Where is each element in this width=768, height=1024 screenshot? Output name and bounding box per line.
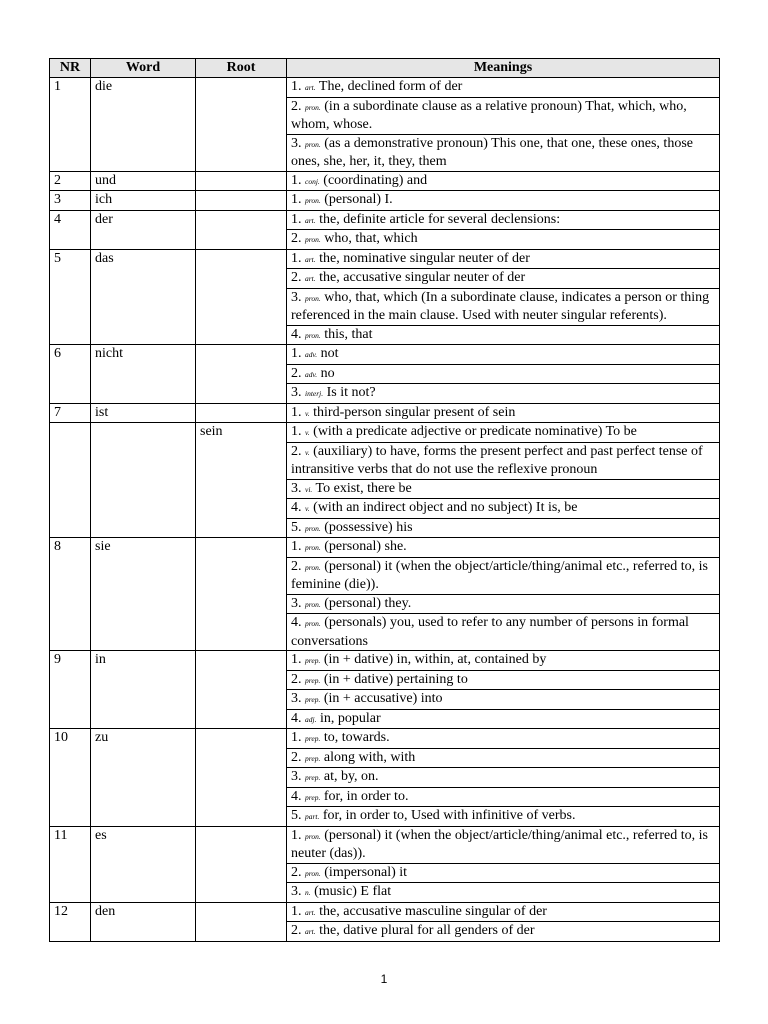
meaning-text: To exist, there be: [315, 480, 412, 496]
meaning-number: 4.: [291, 788, 302, 804]
meaning-number: 3.: [291, 385, 302, 400]
entry-root: [196, 78, 287, 172]
meaning-cell: [287, 787, 720, 807]
table-row: [50, 345, 720, 365]
meaning-cell: [287, 594, 720, 614]
part-of-speech: pron.: [305, 330, 321, 340]
meaning-text: along with, with: [323, 749, 416, 765]
entry-root: [196, 249, 287, 345]
entry-number: [50, 423, 91, 538]
entry-root: [196, 191, 287, 211]
entry-number: 7: [50, 403, 91, 423]
table-row: [50, 191, 720, 211]
meaning-number: 1.: [291, 424, 302, 439]
part-of-speech: prep.: [305, 675, 321, 685]
meaning-text: who, that, which: [324, 231, 418, 246]
part-of-speech: pron.: [305, 543, 321, 552]
meaning-cell: [287, 709, 720, 729]
meaning-cell: [287, 614, 720, 651]
meaning-text: (impersonal) it: [324, 864, 408, 880]
part-of-speech: adv.: [305, 369, 318, 379]
meaning-number: 2.: [291, 231, 302, 246]
part-of-speech: pron.: [305, 619, 321, 628]
part-of-speech: pron.: [305, 196, 321, 205]
meaning-cell: [287, 479, 720, 499]
meaning-number: 1.: [291, 730, 302, 745]
meaning-cell: [287, 768, 720, 788]
meaning-text: no: [320, 365, 335, 381]
meaning-number: 1.: [291, 250, 302, 266]
meaning-cell: [287, 538, 720, 558]
meaning-cell: [287, 384, 720, 404]
meaning-text: the, accusative masculine singular of der: [319, 903, 547, 919]
header-root: Root: [196, 59, 287, 78]
meaning-text: for, in order to, Used with infinitive of verbs.: [322, 808, 576, 823]
part-of-speech: pron.: [305, 523, 321, 533]
table-row: [50, 403, 720, 423]
entry-number: 1: [50, 78, 91, 172]
meaning-cell: [287, 670, 720, 690]
meaning-number: 2.: [291, 749, 302, 765]
meaning-number: 1.: [291, 539, 302, 554]
meaning-number: 1.: [291, 827, 302, 843]
meaning-text: (coordinating) and: [323, 172, 428, 188]
entry-root: [196, 210, 287, 249]
meaning-number: 3.: [291, 595, 302, 611]
meaning-number: 2.: [291, 671, 302, 687]
table-row: [50, 902, 720, 922]
meaning-text: not: [320, 346, 339, 361]
part-of-speech: art.: [305, 907, 316, 917]
meaning-number: 1.: [291, 652, 302, 667]
part-of-speech: adv.: [305, 350, 318, 359]
meaning-number: 5.: [291, 519, 302, 535]
table-row: [50, 826, 720, 863]
meaning-number: 4.: [291, 710, 302, 726]
meaning-number: 2.: [291, 443, 302, 459]
entry-number: 8: [50, 538, 91, 651]
meaning-cell: [287, 442, 720, 479]
meaning-cell: [287, 902, 720, 922]
entry-root: [196, 826, 287, 902]
meaning-cell: [287, 922, 720, 942]
part-of-speech: v.: [305, 504, 310, 513]
meaning-cell: [287, 826, 720, 863]
meaning-cell: [287, 403, 720, 423]
header-word: Word: [91, 59, 196, 78]
meaning-number: 2.: [291, 270, 302, 285]
meaning-cell: [287, 423, 720, 443]
meaning-text: (with an indirect object and no subject) It is, be: [313, 500, 578, 515]
part-of-speech: n.: [305, 888, 311, 897]
meaning-cell: [287, 230, 720, 250]
meaning-number: 3.: [291, 135, 302, 151]
part-of-speech: prep.: [305, 695, 321, 704]
entry-root: sein: [196, 423, 287, 538]
page-number: 1: [380, 972, 388, 986]
meaning-number: 1.: [291, 346, 302, 361]
meaning-cell: [287, 748, 720, 768]
part-of-speech: pron.: [305, 599, 321, 609]
meaning-text: (possessive) his: [324, 519, 413, 535]
table-row: [50, 423, 720, 443]
entry-number: 4: [50, 210, 91, 249]
entry-word: sie: [91, 538, 196, 651]
part-of-speech: v.: [305, 428, 310, 437]
table-row: [50, 651, 720, 671]
meaning-text: (in a subordinate clause as a relative pronoun) That, which, who, whom, whose.: [291, 98, 687, 132]
entry-root: [196, 171, 287, 191]
part-of-speech: pron.: [305, 868, 321, 878]
meaning-text: the, dative plural for all genders of der: [319, 923, 535, 938]
entry-word: nicht: [91, 345, 196, 404]
meaning-text: in, popular: [319, 710, 381, 726]
meaning-text: for, in order to.: [323, 788, 409, 804]
entry-word: zu: [91, 729, 196, 827]
meaning-text: third-person singular present of sein: [313, 404, 516, 420]
entry-word: ich: [91, 191, 196, 211]
document-page: [49, 58, 719, 942]
entry-word: in: [91, 651, 196, 729]
meaning-text: the, definite article for several declensions:: [319, 211, 561, 227]
part-of-speech: pron.: [305, 293, 321, 303]
part-of-speech: adj.: [305, 714, 317, 724]
meaning-text: (in + dative) in, within, at, contained by: [323, 652, 547, 667]
entry-root: [196, 345, 287, 404]
meaning-cell: [287, 651, 720, 671]
meaning-text: Is it not?: [326, 385, 376, 400]
meaning-text: the, accusative singular neuter of der: [319, 270, 526, 285]
entry-word: es: [91, 826, 196, 902]
part-of-speech: pron.: [305, 102, 321, 112]
meaning-text: (as a demonstrative pronoun) This one, that one, these ones, those ones, she, her, it, they, them: [291, 135, 693, 169]
meaning-cell: [287, 134, 720, 171]
meaning-cell: [287, 249, 720, 269]
part-of-speech: pron.: [305, 235, 321, 244]
meaning-text: (personal) it (when the object/article/thing/animal etc., referred to, is neuter (das)).: [291, 827, 708, 861]
entry-word: den: [91, 902, 196, 941]
meaning-cell: [287, 345, 720, 365]
table-row: [50, 210, 720, 230]
entry-word: die: [91, 78, 196, 172]
meaning-cell: [287, 210, 720, 230]
table-header-row: [50, 59, 720, 78]
part-of-speech: prep.: [305, 734, 321, 743]
meaning-text: (personal) I.: [324, 192, 393, 207]
entry-number: 9: [50, 651, 91, 729]
meaning-number: 2.: [291, 558, 302, 574]
meaning-number: 3.: [291, 480, 302, 496]
part-of-speech: art.: [305, 927, 316, 936]
meaning-cell: [287, 729, 720, 749]
meaning-text: (with a predicate adjective or predicate nominative) To be: [313, 424, 637, 439]
meaning-cell: [287, 690, 720, 710]
entry-number: 5: [50, 249, 91, 345]
part-of-speech: pron.: [305, 139, 321, 149]
meaning-number: 4.: [291, 615, 302, 630]
meaning-number: 2.: [291, 864, 302, 880]
part-of-speech: prep.: [305, 792, 321, 802]
meaning-text: The, declined form of der: [318, 79, 463, 94]
entry-number: 11: [50, 826, 91, 902]
meaning-number: 3.: [291, 289, 302, 305]
meaning-cell: [287, 499, 720, 519]
part-of-speech: v.: [305, 447, 310, 457]
meaning-text: (in + accusative) into: [323, 691, 443, 706]
entry-number: 12: [50, 902, 91, 941]
header-nr: NR: [50, 59, 91, 78]
part-of-speech: art.: [305, 254, 316, 264]
meaning-text: (music) E flat: [314, 884, 392, 899]
meaning-cell: [287, 364, 720, 384]
meaning-cell: [287, 97, 720, 134]
entry-word: das: [91, 249, 196, 345]
meaning-cell: [287, 171, 720, 191]
table-row: [50, 78, 720, 98]
entry-number: 10: [50, 729, 91, 827]
entry-root: [196, 403, 287, 423]
meaning-cell: [287, 883, 720, 903]
part-of-speech: art.: [305, 274, 316, 283]
entry-word: [91, 423, 196, 538]
meaning-cell: [287, 807, 720, 827]
header-meanings: Meanings: [287, 59, 720, 78]
meaning-number: 1.: [291, 404, 302, 420]
meaning-text: who, that, which (In a subordinate clause, indicates a person or thing referenced in the main clause. Used with neuter singular referents).: [291, 289, 710, 323]
meaning-number: 2.: [291, 98, 302, 114]
part-of-speech: pron.: [305, 831, 321, 841]
part-of-speech: pron.: [305, 562, 321, 572]
entry-root: [196, 729, 287, 827]
part-of-speech: art.: [305, 83, 316, 92]
part-of-speech: interj.: [305, 389, 324, 398]
meaning-number: 1.: [291, 79, 302, 94]
meaning-number: 3.: [291, 884, 302, 899]
meaning-number: 1.: [291, 192, 302, 207]
entry-word: ist: [91, 403, 196, 423]
meaning-text: (auxiliary) to have, forms the present perfect and past perfect tense of intransitive verbs that do not use the reflexive pronoun: [291, 443, 703, 477]
meaning-text: this, that: [324, 326, 373, 342]
meaning-text: (personal) it (when the object/article/thing/animal etc., referred to, is feminine (die)).: [291, 558, 708, 592]
part-of-speech: art.: [305, 215, 316, 225]
meaning-cell: [287, 288, 720, 325]
part-of-speech: part.: [305, 812, 320, 821]
meaning-number: 2.: [291, 923, 302, 938]
entry-root: [196, 902, 287, 941]
meaning-cell: [287, 191, 720, 211]
table-row: [50, 538, 720, 558]
entry-root: [196, 651, 287, 729]
entry-number: 6: [50, 345, 91, 404]
entry-word: und: [91, 171, 196, 191]
part-of-speech: prep.: [305, 656, 321, 665]
meaning-text: the, nominative singular neuter of der: [319, 250, 530, 266]
meaning-text: (personal) they.: [324, 595, 412, 611]
part-of-speech: conj.: [305, 176, 320, 186]
meaning-text: at, by, on.: [323, 769, 379, 784]
entry-number: 3: [50, 191, 91, 211]
meaning-text: (personal) she.: [324, 539, 407, 554]
part-of-speech: prep.: [305, 753, 321, 763]
meaning-cell: [287, 863, 720, 883]
meaning-number: 4.: [291, 500, 302, 515]
entry-word: der: [91, 210, 196, 249]
part-of-speech: prep.: [305, 773, 321, 782]
meaning-number: 3.: [291, 769, 302, 784]
part-of-speech: vi.: [305, 484, 313, 494]
table-body: [50, 78, 720, 942]
part-of-speech: v.: [305, 408, 310, 418]
meaning-cell: [287, 518, 720, 538]
table-row: [50, 171, 720, 191]
meaning-number: 1.: [291, 903, 302, 919]
meaning-number: 2.: [291, 365, 302, 381]
meaning-text: (personals) you, used to refer to any number of persons in formal conversations: [291, 615, 689, 649]
meaning-cell: [287, 78, 720, 98]
meaning-number: 4.: [291, 326, 302, 342]
meaning-cell: [287, 325, 720, 345]
entry-number: 2: [50, 171, 91, 191]
entry-root: [196, 538, 287, 651]
meaning-number: 1.: [291, 172, 302, 188]
meaning-number: 1.: [291, 211, 302, 227]
table-row: [50, 249, 720, 269]
meaning-cell: [287, 269, 720, 289]
table-row: [50, 729, 720, 749]
vocabulary-table: [49, 58, 720, 942]
meaning-cell: [287, 557, 720, 594]
meaning-text: to, towards.: [323, 730, 390, 745]
meaning-text: (in + dative) pertaining to: [323, 671, 468, 687]
meaning-number: 3.: [291, 691, 302, 706]
meaning-number: 5.: [291, 808, 302, 823]
